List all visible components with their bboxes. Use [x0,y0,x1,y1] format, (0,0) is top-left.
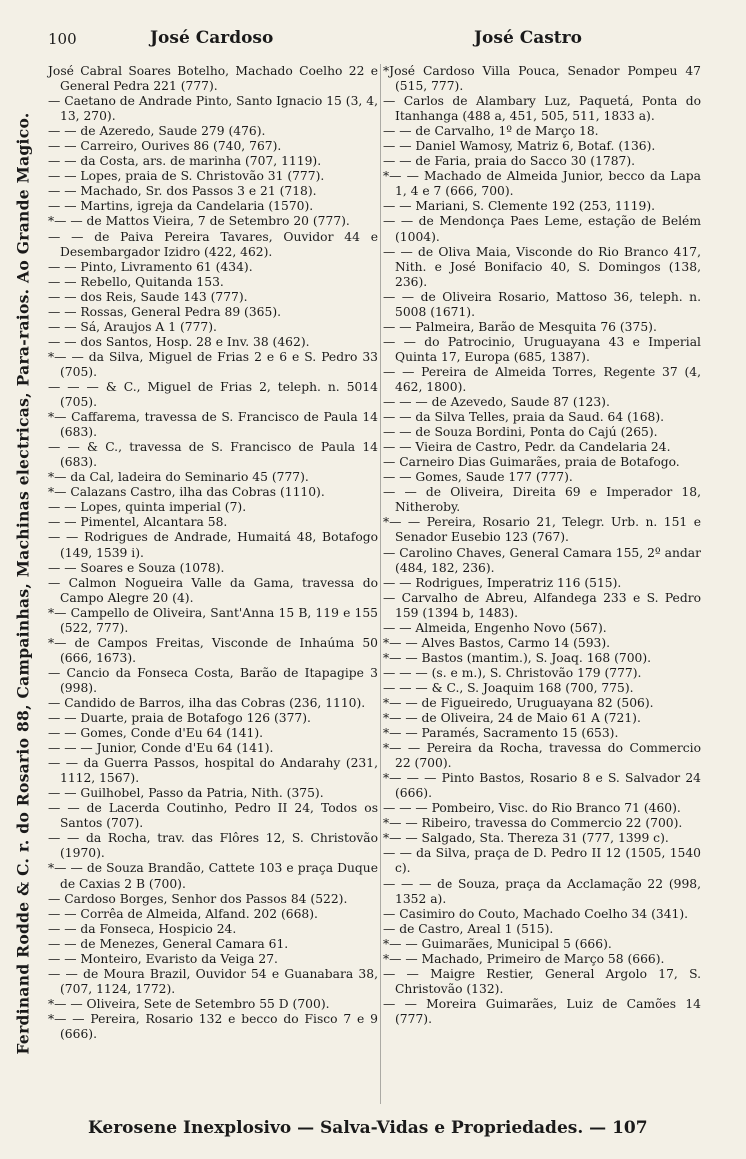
directory-entry: — — Machado, Sr. dos Passos 3 e 21 (718). [48,184,317,199]
directory-entry: *— — Alves Bastos, Carmo 14 (593). [383,635,611,650]
directory-entry: — — de Carvalho, 1º de Março 18. [383,124,599,139]
directory-entry: *— — de Mattos Vieira, 7 de Setembro 20 (777). [48,214,350,229]
directory-entry: — — da Silva Telles, praia da Saud. 64 (168). [383,410,665,425]
directory-entry: *— — Pereira, Rosario 21, Telegr. Urb. n. 151 e Senador Eusebio 123 (767). [383,515,701,545]
directory-entry: — de Castro, Areal 1 (515). [383,921,554,936]
directory-entry: — — Pimentel, Alcantara 58. [48,515,228,530]
directory-entry: — — da Rocha, trav. das Flôres 12, S. Christovão (1970). [48,831,378,861]
directory-entry: *— — Machado, Primeiro de Março 58 (666). [383,951,665,966]
directory-entry: — — de Paiva Pereira Tavares, Ouvidor 44 e Desembargador Izidro (422, 462). [48,229,378,259]
directory-entry: — — — Pombeiro, Visc. do Rio Branco 71 (460). [383,801,681,816]
footer-advertisement: Kerosene Inexplosivo — Salva-Vidas e Propriedades. — 107 [88,1118,648,1138]
directory-entry: — — — de Souza, praça da Acclamação 22 (998, 1352 a). [383,876,701,906]
directory-entry: *— — — Pinto Bastos, Rosario 8 e S. Salvador 24 (666). [383,771,701,801]
directory-entry: — — Martins, igreja da Candelaria (1570). [48,199,314,214]
directory-entry: — — Soares e Souza (1078). [48,560,225,575]
directory-entry: *— — Paramés, Sacramento 15 (653). [383,726,619,741]
directory-entry: *— — de Souza Brandão, Cattete 103 e praça Duque de Caxias 2 B (700). [48,861,378,891]
directory-entry: — — Rebello, Quitanda 153. [48,274,224,289]
directory-entry: — — de Azeredo, Saude 279 (476). [48,124,266,139]
directory-entry: — — dos Reis, Saude 143 (777). [48,289,248,304]
directory-entry: — — Almeida, Engenho Novo (567). [383,620,607,635]
directory-entry: — — Pinto, Livramento 61 (434). [48,259,253,274]
directory-entry: — — Rodrigues de Andrade, Humaitá 48, Botafogo (149, 1539 i). [48,530,378,560]
directory-entry: — Calmon Nogueira Valle da Gama, travessa do Campo Alegre 20 (4). [48,575,378,605]
directory-entry: *— — Bastos (mantim.), S. Joaq. 168 (700). [383,650,652,665]
directory-entry: — — Sá, Araujos A 1 (777). [48,319,217,334]
directory-entry: *— Caffarema, travessa de S. Francisco de Paula 14 (683). [48,410,378,440]
directory-entry: — — da Fonseca, Hospicio 24. [48,921,237,936]
directory-entry: *— de Campos Freitas, Visconde de Inhaúma 50 (666, 1673). [48,635,378,665]
directory-entry: — — Gomes, Conde d'Eu 64 (141). [48,726,264,741]
directory-entry: *— — Pereira, Rosario 132 e becco do Fisco 7 e 9 (666). [48,1011,378,1041]
directory-entry: *— — Pereira da Rocha, travessa do Commercio 22 (700). [383,741,701,771]
directory-entry: — — Lopes, quinta imperial (7). [48,500,247,515]
directory-entry: — — de Souza Bordini, Ponta do Cajú (265). [383,425,658,440]
directory-entry: — Carolino Chaves, General Camara 155, 2º andar (484, 182, 236). [383,545,701,575]
directory-entry: — — Lopes, praia de S. Christovão 31 (777). [48,169,325,184]
directory-entry: *— — Machado de Almeida Junior, becco da Lapa 1, 4 e 7 (666, 700). [383,169,701,199]
directory-entry: — — Guilhobel, Passo da Patria, Nith. (375). [48,786,324,801]
directory-entry: — — — & C., Miguel de Frias 2, teleph. n. 5014 (705). [48,379,378,410]
directory-entry: — — de Oliveira, Direita 69 e Imperador 18, Nitheroby. [383,485,701,515]
directory-entry: — — de Faria, praia do Sacco 30 (1787). [383,154,636,169]
directory-entry: — — Vieira de Castro, Pedr. da Candelaria 24. [383,440,671,455]
directory-entry: — — Corrêa de Almeida, Alfand. 202 (668). [48,906,318,921]
directory-entry: — — Duarte, praia de Botafogo 126 (377). [48,711,311,726]
page-header [0,26,746,52]
directory-entry: — — Rodrigues, Imperatriz 116 (515). [383,575,622,590]
directory-entry: — — de Oliveira Rosario, Mattoso 36, teleph. n. 5008 (1671). [383,289,701,319]
directory-entry: — — Mariani, S. Clemente 192 (253, 1119). [383,199,656,214]
directory-entry: — — de Oliva Maia, Visconde do Rio Branco 417, Nith. e José Bonifacio 40, S. Domingos (138, 236). [383,244,701,289]
directory-entry: *— — Oliveira, Sete de Setembro 55 D (700). [48,996,330,1011]
right-column [383,64,701,1027]
directory-entry: — — — (s. e m.), S. Christovão 179 (777). [383,665,642,680]
directory-entry: — Carlos de Alambary Luz, Paquetá, Ponta do Itanhanga (488 a, 451, 505, 511, 1833 a). [383,94,701,124]
column-divider [380,64,381,1104]
directory-entry: *— — Salgado, Sta. Thereza 31 (777, 1399 c). [383,831,669,846]
side-advertisement-text: Ferdinand Rodde & C. r. do Rosario 88, Campainhas, Machinas electricas, Para-raios. Ao Grande Magico. [13,111,33,1055]
page-number: 100 [48,30,77,48]
directory-entry: — — de Lacerda Coutinho, Pedro II 24, Todos os Santos (707). [48,801,378,831]
directory-entry: — — Moreira Guimarães, Luiz de Camões 14 (777). [383,996,701,1026]
directory-entry: — — Carreiro, Ourives 86 (740, 767). [48,139,282,154]
directory-entry: — — Pereira de Almeida Torres, Regente 37 (4, 462, 1800). [383,364,701,394]
directory-entry: — — da Silva, praça de D. Pedro II 12 (1505, 1540 c). [383,846,701,876]
directory-entry: — — dos Santos, Hosp. 28 e Inv. 38 (462). [48,334,310,349]
directory-entry: — — — & C., S. Joaquim 168 (700, 775). [383,680,634,695]
directory-entry: — — da Costa, ars. de marinha (707, 1119). [48,154,322,169]
directory-entry: José Cabral Soares Botelho, Machado Coelho 22 e General Pedra 221 (777). [48,64,378,94]
directory-entry: — — & C., travessa de S. Francisco de Paula 14 (683). [48,440,378,470]
directory-entry: — — Daniel Wamosy, Matriz 6, Botaf. (136). [383,139,656,154]
directory-entry: — Caetano de Andrade Pinto, Santo Ignacio 15 (3, 4, 13, 270). [48,94,378,124]
directory-entry: — Candido de Barros, ilha das Cobras (236, 1110). [48,695,366,710]
directory-entry: *— — de Oliveira, 24 de Maio 61 A (721). [383,711,641,726]
directory-entry: — — Gomes, Saude 177 (777). [383,470,573,485]
directory-entry: *— — Guimarães, Municipal 5 (666). [383,936,612,951]
side-advertisement [6,48,40,1118]
directory-entry: — Casimiro do Couto, Machado Coelho 34 (341). [383,906,689,921]
directory-entry: — Cardoso Borges, Senhor dos Passos 84 (522). [48,891,348,906]
directory-entry: — Carvalho de Abreu, Alfandega 233 e S. Pedro 159 (1394 b, 1483). [383,590,701,620]
directory-entry: *— da Cal, ladeira do Seminario 45 (777). [48,470,309,485]
directory-entry: *— Calazans Castro, ilha das Cobras (1110). [48,485,325,500]
directory-entry: — — Maigre Restier, General Argolo 17, S. Christovão (132). [383,966,701,996]
directory-entry: — — Monteiro, Evaristo da Veiga 27. [48,951,278,966]
directory-entry: *José Cardoso Villa Pouca, Senador Pompeu 47 (515, 777). [383,64,701,94]
directory-entry: — Cancio da Fonseca Costa, Barão de Itapagipe 3 (998). [48,665,378,695]
directory-entry: — Carneiro Dias Guimarães, praia de Botafogo. [383,455,680,470]
directory-entry: — — de Moura Brazil, Ouvidor 54 e Guanabara 38, (707, 1124, 1772). [48,966,378,996]
directory-entry: *— — de Figueiredo, Uruguayana 82 (506). [383,695,654,710]
directory-entry: *— — Ribeiro, travessa do Commercio 22 (700). [383,816,683,831]
directory-entry: *— — da Silva, Miguel de Frias 2 e 6 e S. Pedro 33 (705). [48,349,378,379]
left-column [48,64,378,1042]
directory-entry: — — — Junior, Conde d'Eu 64 (141). [48,741,274,756]
directory-entry: — — de Menezes, General Camara 61. [48,936,289,951]
directory-entry: *— Campello de Oliveira, Sant'Anna 15 B, 119 e 155 (522, 777). [48,605,378,635]
header-right-title: José Castro [474,28,582,48]
header-left-title: José Cardoso [150,28,274,48]
directory-entry: — — de Mendonça Paes Leme, estação de Belém (1004). [383,214,701,244]
directory-entry: — — — de Azevedo, Saude 87 (123). [383,395,610,410]
directory-entry: — — Palmeira, Barão de Mesquita 76 (375). [383,319,657,334]
directory-entry: — — Rossas, General Pedra 89 (365). [48,304,282,319]
directory-entry: — — da Guerra Passos, hospital do Andarahy (231, 1112, 1567). [48,756,378,786]
directory-entry: — — do Patrocinio, Uruguayana 43 e Imperial Quinta 17, Europa (685, 1387). [383,334,701,364]
